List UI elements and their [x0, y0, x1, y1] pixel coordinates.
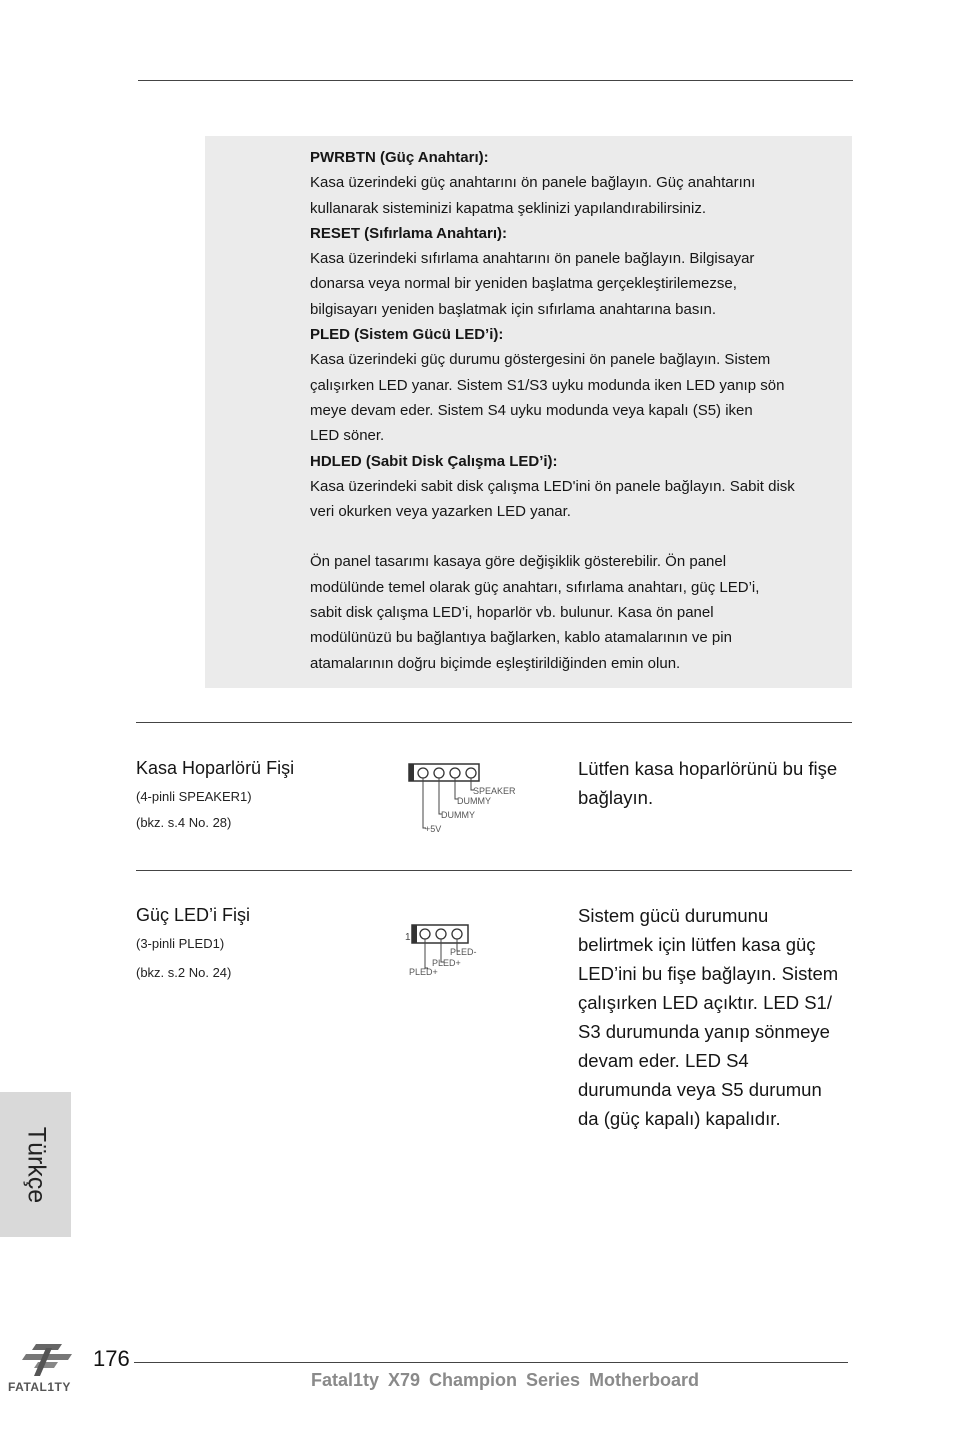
note-text: atamalarının doğru biçimde eşleştirildiğinden emin olun. — [310, 654, 681, 672]
pwrbtn-text: Kasa üzerindeki güç anahtarını ön panele bağlayın. Güç anahtarını — [310, 174, 756, 192]
reset-text: donarsa veya normal bir yeniden başlatma gerçekleştirilemezse, — [310, 275, 737, 293]
dummy-pin-label: DUMMY — [457, 796, 491, 806]
hdled-text: veri okurken veya yazarken LED yanar. — [310, 503, 571, 521]
fatal1ty-logo-text: FATAL1TY — [8, 1380, 71, 1394]
speaker-pins: (4-pinli SPEAKER1) — [136, 789, 252, 804]
pled-description-line: S3 durumunda yanıp sönmeye — [578, 1021, 830, 1042]
pled-text: LED söner. — [310, 427, 385, 445]
hdled-heading: HDLED (Sabit Disk Çalışma LED’i): — [310, 452, 558, 470]
pled-header-title: Güç LED’i Fişi — [136, 905, 251, 925]
speaker-connector-diagram — [406, 762, 516, 834]
footer-rule — [134, 1362, 848, 1363]
speaker-description-line: bağlayın. — [578, 787, 654, 808]
top-rule — [138, 80, 853, 81]
paragraph-gap — [310, 524, 870, 549]
language-label: Türkçe — [22, 1126, 50, 1203]
speaker-pin-label: SPEAKER — [473, 786, 516, 796]
front-panel-info-text — [310, 145, 870, 676]
dummy-pin-label: DUMMY — [441, 810, 475, 820]
pled-description-line: LED’ini bu fişe bağlayın. Sistem — [578, 963, 839, 984]
pled-header-description — [578, 901, 858, 1133]
pled-description-line: çalışırken LED açıktır. LED S1/ — [578, 992, 832, 1013]
pled-header-ref: (bkz. s.2 No. 24) — [136, 965, 232, 980]
section-divider — [136, 870, 852, 871]
pled-plus-label: PLED+ — [432, 958, 461, 968]
pled-description-line: devam eder. LED S4 — [578, 1050, 749, 1071]
pwrbtn-text: kullanarak sisteminizi kapatma şeklinizi yapılandırabilirsiniz. — [310, 199, 706, 217]
pled-text: meye devam eder. Sistem S4 uyku modunda veya kapalı (S5) iken — [310, 401, 753, 419]
speaker-title: Kasa Hoparlörü Fişi — [136, 758, 295, 778]
pled-text: çalışırken LED yanar. Sistem S1/S3 uyku modunda iken LED yanıp sön — [310, 376, 785, 394]
language-side-tab — [0, 1092, 71, 1237]
pled-description-line: Sistem gücü durumunu — [578, 905, 769, 926]
pled-description-line: durumunda veya S5 durumun — [578, 1079, 822, 1100]
section-divider — [136, 722, 852, 723]
pled-description-line: da (güç kapalı) kapalıdır. — [578, 1108, 781, 1129]
hdled-text: Kasa üzerindeki sabit disk çalışma LED'ini ön panele bağlayın. Sabit disk — [310, 477, 795, 495]
speaker-description-line: Lütfen kasa hoparlörünü bu fişe — [578, 758, 838, 779]
reset-text: Kasa üzerindeki sıfırlama anahtarını ön panele bağlayın. Bilgisayar — [310, 250, 755, 268]
pin1-label: 1 — [405, 932, 411, 943]
pled-connector-diagram — [404, 920, 494, 978]
speaker-description — [578, 754, 858, 812]
note-text: modülünüzü bu bağlantıya bağlarken, kablo atamalarının ve pin — [310, 629, 732, 647]
speaker-ref: (bkz. s.4 No. 28) — [136, 815, 232, 830]
reset-text: bilgisayarı yeniden başlatmak için sıfırlama anahtarına basın. — [310, 300, 717, 318]
note-text: Ön panel tasarımı kasaya göre değişiklik gösterebilir. Ön panel — [310, 553, 727, 571]
pled-header-pins: (3-pinli PLED1) — [136, 936, 225, 951]
reset-heading: RESET (Sıfırlama Anahtarı): — [310, 224, 507, 242]
pled-description-line: belirtmek için lütfen kasa güç — [578, 934, 816, 955]
pled-minus-label: PLED- — [450, 947, 477, 957]
pwrbtn-heading: PWRBTN (Güç Anahtarı): — [310, 149, 489, 166]
pled-text: Kasa üzerindeki güç durumu göstergesini ön panele bağlayın. Sistem — [310, 351, 771, 369]
footer-title: Fatal1ty X79 Champion Series Motherboard — [310, 1370, 700, 1390]
pled-plus-label: PLED+ — [409, 967, 438, 977]
page-number: 176 — [93, 1346, 130, 1371]
note-text: sabit disk çalışma LED’i, hoparlör vb. bulunur. Kasa ön panel — [310, 604, 714, 622]
pled-heading: PLED (Sistem Gücü LED’i): — [310, 326, 504, 344]
plus5v-pin-label: +5V — [425, 824, 442, 834]
note-text: modülünde temel olarak güç anahtarı, sıfırlama anahtarı, güç LED’i, — [310, 578, 760, 596]
